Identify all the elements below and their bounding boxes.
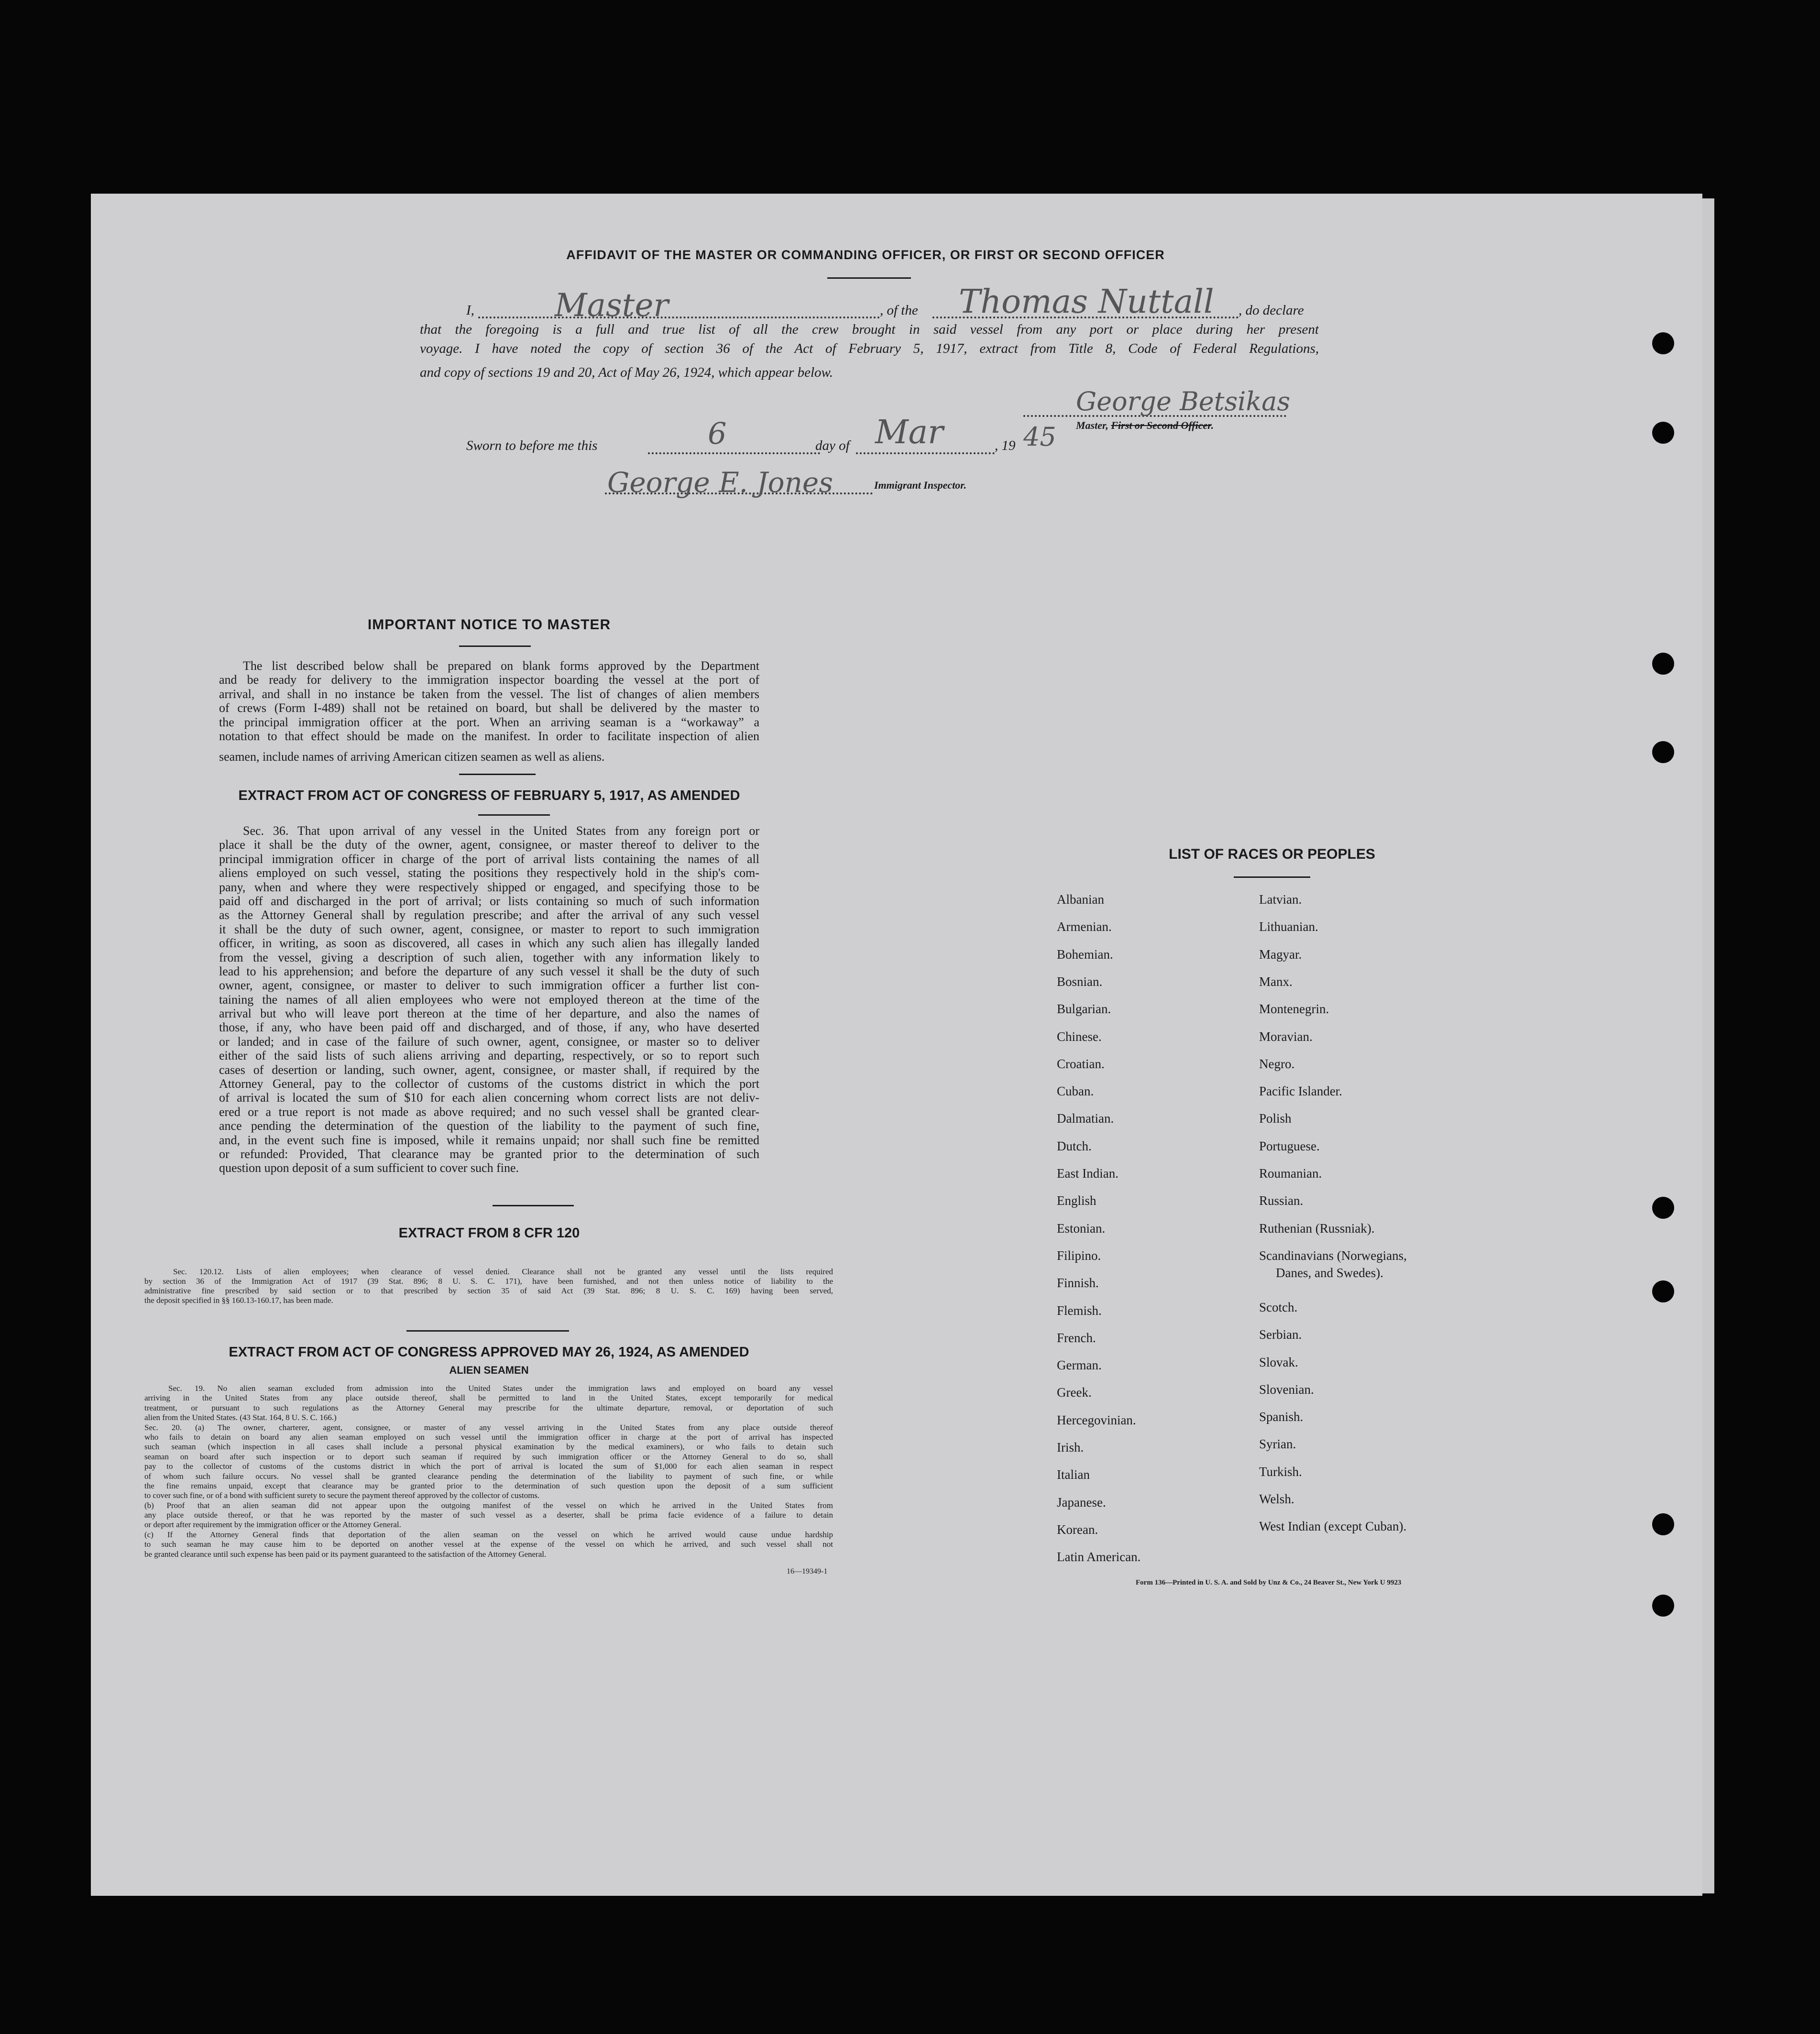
race-item: Dutch. <box>1057 1138 1092 1153</box>
act1924-line: who fails to detain on board any alien seaman employed on such vessel until the immigration officer in charge at the port of arrival has inspected <box>144 1432 833 1442</box>
act1917-line: as the Attorney General shall by regulation prescribe; and after the arrival of any such vessel <box>219 908 759 922</box>
year-handwritten: 45 <box>1023 422 1056 452</box>
act1917-line: Sec. 36. That upon arrival of any vessel in the United States from any foreign port or <box>243 824 759 838</box>
race-item: Japanese. <box>1057 1495 1106 1509</box>
race-item: Polish <box>1259 1111 1292 1126</box>
race-item: Scotch. <box>1259 1300 1298 1314</box>
race-item: Ruthenian (Russniak). <box>1259 1221 1375 1236</box>
act1917-line: Attorney General, pay to the collector of customs of the customs district in which the port <box>219 1077 759 1091</box>
act1924-line: Sec. 20. (a) The owner, charterer, agent, consignee, or master of any vessel arriving in the United States from any place outside thereof <box>144 1422 833 1432</box>
races-title: LIST OF RACES OR PEOPLES <box>1169 846 1375 862</box>
act1917-line: paid off and discharged in the port of arrival; or lists containing so much of such information <box>219 894 759 908</box>
do-declare-label: , do declare <box>1239 303 1304 318</box>
race-item: Syrian. <box>1259 1437 1296 1452</box>
act1924-line: or deport after requirement by the immigration officer or the Attorney General. <box>144 1520 401 1530</box>
officer-caption-end: . <box>1211 419 1214 431</box>
notice-body <box>219 659 759 743</box>
punch-hole <box>1652 1513 1674 1535</box>
race-item: Lithuanian. <box>1259 919 1318 934</box>
race-item: German. <box>1057 1358 1102 1373</box>
act1924-body <box>144 1384 833 1559</box>
month-handwritten: Mar <box>875 414 943 451</box>
cfr-body <box>144 1267 833 1296</box>
race-item: Serbian. <box>1259 1327 1302 1342</box>
race-item: West Indian (except Cuban). <box>1259 1519 1407 1534</box>
race-item: Latin American. <box>1057 1550 1141 1564</box>
notice-line: the principal immigration officer at the port. When an arriving seaman is a “workaway” a <box>219 715 759 729</box>
race-item: Dalmatian. <box>1057 1111 1114 1126</box>
punch-hole <box>1652 422 1674 444</box>
act1917-line: and, in the event such fine is imposed, while it remains unpaid; nor shall such fine be remitted <box>219 1133 759 1147</box>
day-of-label: day of <box>815 438 850 453</box>
race-item: Slovenian. <box>1259 1382 1314 1397</box>
act1924-line: the fine remains unpaid, except that clearance may be granted prior to the determination of such question upon the deposit of a sum sufficient <box>144 1481 833 1490</box>
vessel-handwritten: Thomas Nuttall <box>959 283 1214 321</box>
race-item: Latvian. <box>1259 892 1302 907</box>
race-item: English <box>1057 1193 1096 1208</box>
year-printed: , 19 <box>995 438 1016 453</box>
notice-line: The list described below shall be prepared on blank forms approved by the Department <box>243 659 759 673</box>
act1924-title: EXTRACT FROM ACT OF CONGRESS APPROVED MAY 26, 1924, AS AMENDED <box>229 1345 749 1360</box>
punch-hole <box>1652 1280 1674 1302</box>
rank-handwritten: Master <box>555 287 669 324</box>
act1924-line: to such seaman he may cause him to be deported on another vessel at the expense of the vessel on which he arrived, and such vessel shall not <box>144 1540 833 1549</box>
month-line <box>856 452 995 454</box>
day-handwritten: 6 <box>708 416 727 451</box>
divider <box>493 1205 574 1206</box>
affidavit-body <box>420 322 1319 360</box>
i-label: I, <box>466 303 474 318</box>
rank-line <box>478 317 880 318</box>
affidavit-line: voyage. I have noted the copy of section 36 of the Act of February 5, 1917, extract from Title 8, Code of Federal Regulations, <box>420 341 1319 356</box>
notice-line: arrival, and shall in no instance be taken from the vessel. The list of changes of alien members <box>219 687 759 701</box>
race-item: Montenegrin. <box>1259 1002 1329 1017</box>
cfr-line: Sec. 120.12. Lists of alien employees; when clearance of vessel denied. Clearance shall not be granted any vessel until the lists required <box>173 1267 833 1276</box>
punch-hole <box>1652 653 1674 675</box>
act1924-subtitle: ALIEN SEAMEN <box>449 1364 529 1376</box>
act1917-line: those, if any, who have been paid off and discharged, and of those, if any, who have deserted <box>219 1020 759 1035</box>
act1917-line: it shall be the duty of such owner, agent, consignee, or master to report to such immigration <box>219 922 759 936</box>
notice-line: notation to that effect should be made on the manifest. In order to facilitate inspection of alien <box>219 729 759 743</box>
race-item: Scandinavians (Norwegians, <box>1259 1248 1407 1263</box>
act1917-line: of arrival is located the sum of $10 for each alien concerning whom correct lists are not deliv- <box>219 1091 759 1105</box>
printer-line: Form 136—Printed in U. S. A. and Sold by Unz & Co., 24 Beaver St., New York U 9923 <box>1136 1579 1402 1586</box>
notice-line: and be ready for delivery to the immigration inspector boarding the vessel at the port of <box>219 673 759 687</box>
race-item: Finnish. <box>1057 1276 1099 1290</box>
affidavit-line: and copy of sections 19 and 20, Act of May 26, 1924, which appear below. <box>420 365 833 380</box>
act1917-line: either of the said lists of such aliens arriving and departing, respectively, or so to report such <box>219 1049 759 1063</box>
race-item: Estonian. <box>1057 1221 1106 1236</box>
race-item: Greek. <box>1057 1385 1092 1400</box>
race-item: Cuban. <box>1057 1084 1094 1099</box>
day-line <box>648 452 820 454</box>
race-item: Bohemian. <box>1057 947 1113 962</box>
act1924-line: (c) If the Attorney General finds that deportation of the alien seaman on the vessel on which he arrived would cause undue hardship <box>144 1530 833 1539</box>
race-item: French. <box>1057 1330 1096 1345</box>
form-number: 16—19349-1 <box>787 1567 828 1575</box>
act1924-line: pay to the collector of customs of the customs district in which the port of arrival is located the sum of $1,000 for each alien seaman in respect <box>144 1462 833 1471</box>
race-item: Irish. <box>1057 1440 1084 1454</box>
race-item: Croatian. <box>1057 1056 1105 1071</box>
race-item: Negro. <box>1259 1056 1295 1071</box>
notice-line: seamen, include names of arriving American citizen seamen as well as aliens. <box>219 750 605 764</box>
race-item: Magyar. <box>1259 947 1302 962</box>
act1924-line: Sec. 19. No alien seaman excluded from admission into the United States under the immigration laws and employed on board any vessel <box>168 1384 833 1393</box>
officer-signature: George Betsikas <box>1076 386 1291 416</box>
race-item: Turkish. <box>1259 1464 1302 1479</box>
act1917-line: pany, when and where they were respectively shipped or engaged, and specifying those to be <box>219 880 759 894</box>
act1917-line: lead to his apprehension; and before the departure of any such vessel it shall be the duty of such <box>219 964 759 978</box>
of-the-label: , of the <box>880 303 918 318</box>
race-item: Welsh. <box>1259 1492 1294 1506</box>
act1924-line: such seaman (which inspection in all cases shall include a personal physical examination by the medical examiners), or who fails to detain such <box>144 1442 833 1452</box>
act1917-line: officer, in writing, as soon as discovered, all cases in which any such alien has illegally landed <box>219 936 759 951</box>
act1924-line: of whom such failure occurs. No vessel shall be granted clearance pending the determination of the liability to payment of such fine, or while <box>144 1471 833 1481</box>
divider <box>406 1330 569 1332</box>
act1917-line: principal immigration officer in charge of the port of arrival lists containing the names of all <box>219 852 759 866</box>
act1917-line: owner, agent, consignee, or master to deliver to such immigration officer a further list con- <box>219 978 759 993</box>
divider <box>1234 876 1310 878</box>
act1924-line: (b) Proof that an alien seaman did not appear upon the outgoing manifest of the vessel on which he arrived in the United States from <box>144 1500 833 1510</box>
race-item: Bulgarian. <box>1057 1002 1111 1017</box>
affidavit-line: that the foregoing is a full and true list of all the crew brought in said vessel from any port or place during her present <box>420 322 1319 337</box>
act1917-line: or refunded: Provided, That clearance may be granted prior to the determination of such <box>219 1147 759 1161</box>
inspector-caption: Immigrant Inspector. <box>874 479 967 491</box>
race-item: Albanian <box>1057 892 1104 907</box>
act1917-line: ance pending the determination of the question of the liability to the payment of such fine, <box>219 1119 759 1133</box>
race-item: Hercegovinian. <box>1057 1412 1136 1427</box>
race-item: Flemish. <box>1057 1303 1102 1318</box>
race-item: Portuguese. <box>1259 1138 1320 1153</box>
act1917-body <box>219 824 759 1175</box>
act1917-line: question upon deposit of a sum sufficient to cover such fine. <box>219 1161 519 1175</box>
act1924-line: treatment, or pursuant to such regulations as the Attorney General may prescribe for the ultimate departure, removal, or deportation of such <box>144 1403 833 1412</box>
act1917-line: arrival but who will leave port thereon at the time of her departure, and also the names of <box>219 1006 759 1021</box>
race-item: Roumanian. <box>1259 1166 1322 1181</box>
punch-hole <box>1652 741 1674 763</box>
act1917-line: taining the names of all alien employees who were not employed thereon at the time of the <box>219 992 759 1006</box>
act1924-line: to cover such fine, or of a bond with sufficient surety to secure the payment thereof approved by the collector of customs. <box>144 1491 540 1500</box>
act1917-line: place it shall be the duty of the owner, agent, consignee, or master thereof to deliver to the <box>219 838 759 852</box>
race-item: Italian <box>1057 1467 1090 1482</box>
race-item: Spanish. <box>1259 1410 1304 1424</box>
sheet-edge <box>1702 198 1714 1893</box>
race-item: Bosnian. <box>1057 974 1103 989</box>
divider <box>827 277 911 279</box>
divider <box>478 814 550 816</box>
punch-hole <box>1652 1197 1674 1219</box>
notice-title: IMPORTANT NOTICE TO MASTER <box>367 617 611 633</box>
officer-caption-start: Master, <box>1076 419 1111 431</box>
race-item: Manx. <box>1259 974 1293 989</box>
race-item: Slovak. <box>1259 1355 1298 1369</box>
affidavit-title: AFFIDAVIT OF THE MASTER OR COMMANDING OFFICER, OR FIRST OR SECOND OFFICER <box>566 248 1165 262</box>
race-item: Chinese. <box>1057 1029 1102 1044</box>
cfr-line: the deposit specified in §§ 160.13-160.17, has been made. <box>144 1296 333 1305</box>
act1924-line: any place outside thereof, or that he was reported by the master of such vessel as a deserter, shall be prima facie evidence of a failure to detain <box>144 1510 833 1520</box>
race-item: Danes, and Swedes). <box>1276 1265 1383 1280</box>
inspector-signature: George E. Jones <box>607 466 833 499</box>
act1924-line: seaman on board after such inspection or to deport such seaman if required by such immigration officer or the Attorney General to do so, shall <box>144 1452 833 1461</box>
act1917-line: or landed; and in case of the failure of such owner, agent, consignee, or master so to deliver <box>219 1034 759 1049</box>
race-item: Moravian. <box>1259 1029 1313 1044</box>
officer-caption-struck: First or Second Officer <box>1111 419 1211 431</box>
race-item: Filipino. <box>1057 1248 1101 1263</box>
cfr-line: by section 36 of the Immigration Act of 1917 (39 Stat. 896; 8 U. S. C. 171), have been furnished, and not then unless notice of liability to the <box>144 1277 833 1286</box>
race-item: Russian. <box>1259 1193 1304 1208</box>
race-item: East Indian. <box>1057 1166 1118 1181</box>
cfr-title: EXTRACT FROM 8 CFR 120 <box>398 1225 580 1241</box>
act1917-line: from the vessel, giving a description of such alien, together with any information likely to <box>219 950 759 964</box>
act1924-line: arriving in the United States from any place outside thereof, shall be permitted to land in the United States, except temporarily for medical <box>144 1393 833 1403</box>
act1917-line: ered or a true report is not made as above required; and no such vessel shall be granted clear- <box>219 1104 759 1119</box>
divider <box>459 774 536 775</box>
race-item: Korean. <box>1057 1522 1098 1537</box>
act1924-line: be granted clearance until such expense has been paid or its payment guaranteed to the satisfaction of the Attorney General. <box>144 1549 547 1559</box>
notice-line: of crews (Form I-489) shall not be retained on board, but shall be delivered by the master to <box>219 701 759 715</box>
act1924-line: alien from the United States. (43 Stat. 164, 8 U. S. C. 166.) <box>144 1413 337 1422</box>
race-item: Armenian. <box>1057 919 1112 934</box>
act1917-title: EXTRACT FROM ACT OF CONGRESS OF FEBRUARY 5, 1917, AS AMENDED <box>238 788 740 803</box>
divider <box>459 645 531 647</box>
punch-hole <box>1652 332 1674 354</box>
officer-caption <box>1076 419 1214 432</box>
cfr-line: administrative fine prescribed by said section or to that prescribed by section 35 of said Act (39 Stat. 896; 8 U. S. C. 169) having been served, <box>144 1286 833 1295</box>
sworn-label: Sworn to before me this <box>466 438 598 453</box>
act1917-line: cases of desertion or landing, such owner, agent, consignee, or master shall, if required by the <box>219 1062 759 1077</box>
act1917-line: aliens employed on such vessel, stating the positions they respectively hold in the ship's com- <box>219 866 759 880</box>
punch-hole <box>1652 1595 1674 1617</box>
race-item: Pacific Islander. <box>1259 1084 1342 1099</box>
